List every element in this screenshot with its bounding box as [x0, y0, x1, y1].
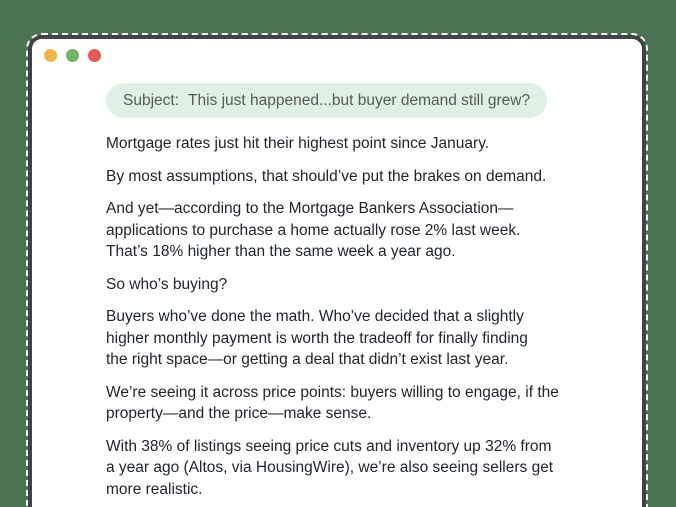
email-body-line: a year ago (Altos, via HousingWire), we’re also seeing sellers get	[106, 459, 554, 476]
paragraph	[106, 133, 576, 155]
paragraph	[106, 382, 576, 425]
window-button-yellow[interactable]	[44, 49, 57, 62]
paragraph	[106, 198, 576, 263]
email-body-line: And yet—according to the Mortgage Bankers Association—	[106, 200, 514, 217]
email-body-line: We’re seeing it across price points: buyers willing to engage, if the	[106, 383, 559, 401]
window-button-green[interactable]	[66, 49, 79, 62]
email-body-line: more realistic.	[106, 480, 203, 498]
paragraph	[106, 436, 576, 501]
email-body-line: So who’s buying?	[106, 275, 228, 293]
window-titlebar	[32, 39, 642, 62]
paragraph	[106, 306, 576, 371]
subject-text: This just happened...but buyer demand still grew?	[188, 92, 531, 109]
email-body	[106, 133, 576, 500]
email-body-line: property—and the price—make sense.	[106, 405, 372, 422]
email-body-line: Mortgage rates just hit their highest point since January.	[106, 135, 490, 152]
subject-pill	[106, 83, 547, 118]
email-body-line: applications to purchase a home actually rose 2% last week.	[106, 221, 521, 239]
email-body-line: the right space—or getting a deal that didn’t exist last year.	[106, 351, 509, 368]
email-body-line: With 38% of listings seeing price cuts and inventory up 32% from	[106, 437, 552, 455]
email-window	[28, 35, 646, 507]
subject-label: Subject:	[123, 92, 180, 109]
email-content	[32, 62, 642, 507]
paragraph	[106, 274, 576, 296]
window-button-red[interactable]	[88, 49, 101, 62]
email-body-line: That’s 18% higher than the same week a year ago.	[106, 243, 456, 260]
email-body-line: Buyers who’ve done the math. Who’ve decided that a slightly	[106, 308, 524, 325]
email-body-line: higher monthly payment is worth the tradeoff for finally finding	[106, 329, 528, 347]
email-body-line: By most assumptions, that should’ve put the brakes on demand.	[106, 167, 547, 185]
paragraph	[106, 166, 576, 188]
